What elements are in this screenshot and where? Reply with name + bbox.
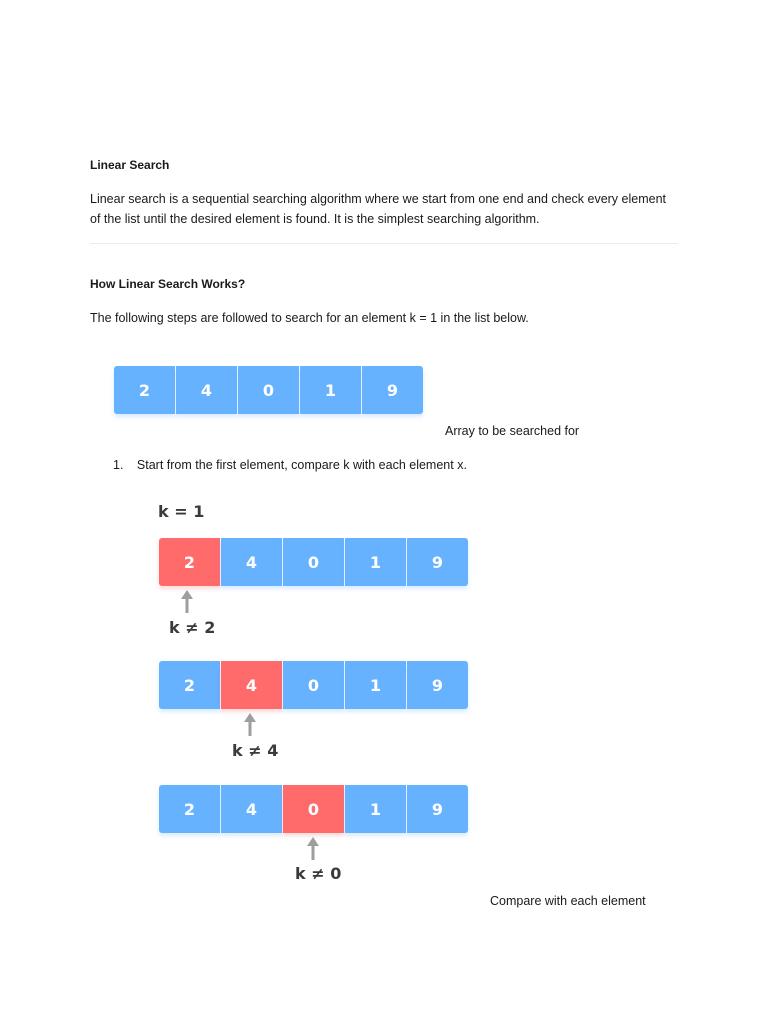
figure-caption-2: Compare with each element [490, 894, 646, 908]
array-figure-1 [114, 366, 423, 414]
k-value-label: k = 1 [158, 502, 205, 521]
step-list-item [113, 455, 467, 475]
array-cell: 1 [345, 538, 406, 586]
array-cell: 9 [407, 661, 468, 709]
array-cell-highlighted: 2 [159, 538, 220, 586]
figure-caption-1: Array to be searched for [445, 424, 580, 438]
section-title-how-it-works: How Linear Search Works? [90, 277, 246, 291]
array-figure-step-1 [159, 538, 468, 586]
comparison-label: k ≠ 2 [169, 618, 216, 637]
array-figure-step-3 [159, 785, 468, 833]
array-cell: 2 [159, 785, 220, 833]
array-cell: 4 [221, 538, 282, 586]
array-cell: 0 [283, 538, 344, 586]
array-cell: 1 [345, 785, 406, 833]
comparison-label: k ≠ 0 [295, 864, 342, 883]
array-cell: 4 [221, 785, 282, 833]
up-arrow-icon [243, 713, 257, 737]
up-arrow-icon [180, 590, 194, 614]
array-cell: 0 [283, 661, 344, 709]
array-cell: 9 [407, 538, 468, 586]
array-figure-step-2 [159, 661, 468, 709]
section-body [90, 189, 690, 229]
array-cell: 1 [345, 661, 406, 709]
array-cell: 2 [159, 661, 220, 709]
array-cell: 0 [238, 366, 299, 414]
up-arrow-icon [306, 837, 320, 861]
array-cell: 2 [114, 366, 175, 414]
body-line-2: of the list until the desired element is found. It is the simplest searching algorithm. [90, 212, 540, 226]
array-cell: 9 [407, 785, 468, 833]
body-line-1: Linear search is a sequential searching algorithm where we start from one end and check every element [90, 192, 667, 206]
section-title-linear-search: Linear Search [90, 158, 170, 172]
comparison-label: k ≠ 4 [232, 741, 279, 760]
array-cell: 1 [300, 366, 361, 414]
array-cell-highlighted: 4 [221, 661, 282, 709]
array-cell-highlighted: 0 [283, 785, 344, 833]
step-text: Start from the first element, compare k with each element x. [136, 458, 467, 472]
divider [90, 243, 678, 244]
step-number: 1. [113, 458, 124, 472]
section-intro: The following steps are followed to search for an element k = 1 in the list below. [90, 311, 529, 325]
array-cell: 9 [362, 366, 423, 414]
array-cell: 4 [176, 366, 237, 414]
